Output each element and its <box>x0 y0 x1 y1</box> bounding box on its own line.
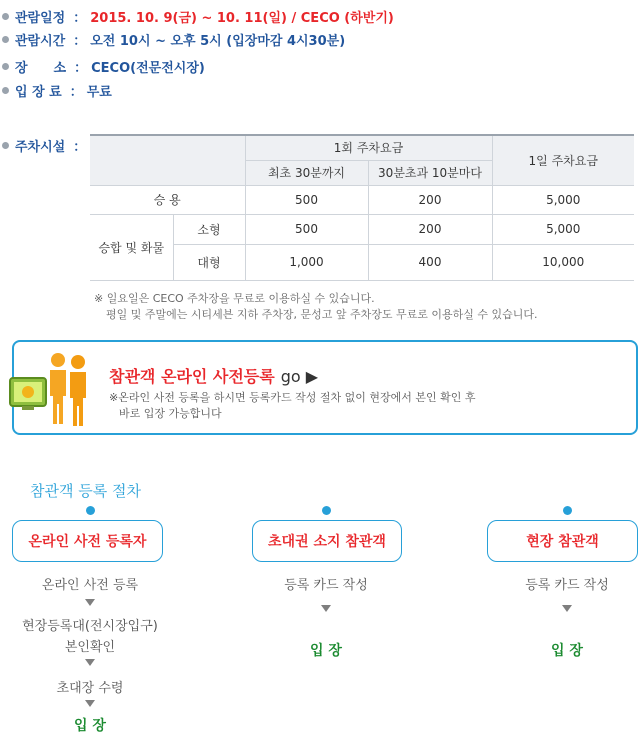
banner-go-link[interactable]: go ▶ <box>280 367 319 386</box>
fee-label: 입 장 료 <box>15 84 62 100</box>
onsite-visitor-box: 현장 참관객 <box>487 520 638 562</box>
parking-note-1: ※ 일요일은 CECO 주차장을 무료로 이용하실 수 있습니다. <box>94 292 375 305</box>
cell-value: 5,000 <box>492 185 634 214</box>
table-corner <box>90 135 245 185</box>
parking-sep: ： <box>73 139 87 155</box>
arrow-down-icon <box>562 605 572 612</box>
info-hours <box>0 28 345 50</box>
hours-label: 관람시간 <box>15 33 66 49</box>
procedure-title: 참관객 등록 절차 <box>30 482 141 500</box>
cell-value: 500 <box>245 185 368 214</box>
row-label-small: 소형 <box>173 214 245 244</box>
bullet-icon <box>2 13 9 20</box>
online-step-2a: 현장등록대(전시장입구) <box>22 619 158 634</box>
bullet-icon <box>2 87 9 94</box>
header-per-10min: 30분초과 10분마다 <box>368 160 492 185</box>
invitation-holder-box: 초대권 소지 참관객 <box>252 520 402 562</box>
place-label: 장 소 <box>15 60 67 76</box>
cell-value: 200 <box>368 185 492 214</box>
step-dot-icon <box>86 506 95 515</box>
cell-value: 400 <box>368 244 492 280</box>
cell-value: 500 <box>245 214 368 244</box>
visitors-illustration-icon <box>8 350 94 428</box>
arrow-down-icon <box>85 659 95 666</box>
arrow-down-icon <box>321 605 331 612</box>
online-step-1: 온라인 사전 등록 <box>41 578 139 593</box>
step-dot-icon <box>322 506 331 515</box>
row-label-truck: 승합 및 화물 <box>90 214 173 280</box>
online-final-enter: 입 장 <box>74 718 106 734</box>
online-registrant-box: 온라인 사전 등록자 <box>12 520 163 562</box>
arrow-down-icon <box>85 700 95 707</box>
banner-desc-line2: 바로 입장 가능합니다 <box>119 407 222 420</box>
onsite-final-enter: 입 장 <box>551 643 583 659</box>
banner-title[interactable] <box>109 364 318 387</box>
table-row <box>90 185 634 214</box>
info-fee <box>0 79 112 101</box>
bullet-icon <box>2 36 9 43</box>
parking-note-2: 평일 및 주말에는 시티세븐 지하 주차장, 문성고 앞 주차장도 무료로 이용하실 수 있습니다. <box>106 308 538 321</box>
banner-title-text[interactable]: 참관객 온라인 사전등록 <box>109 367 275 386</box>
row-label-car: 승 용 <box>90 185 245 214</box>
info-place <box>0 55 205 77</box>
online-step-3: 초대장 수령 <box>56 681 124 696</box>
onsite-step-1: 등록 카드 작성 <box>525 578 609 593</box>
banner-description <box>109 390 475 422</box>
info-schedule <box>0 5 394 27</box>
header-first-30min: 최초 30분까지 <box>245 160 368 185</box>
invite-final-enter: 입 장 <box>310 643 342 659</box>
cell-value: 10,000 <box>492 244 634 280</box>
header-daily-fee: 1일 주차요금 <box>492 135 634 185</box>
invite-step-1: 등록 카드 작성 <box>284 578 368 593</box>
table-row <box>90 214 634 244</box>
bullet-icon <box>2 63 9 70</box>
schedule-value: 2015. 10. 9(금) ~ 10. 11(일) / CECO (하반기) <box>90 10 394 26</box>
schedule-label: 관람일정 <box>15 10 66 26</box>
cell-value: 1,000 <box>245 244 368 280</box>
schedule-sep: ： <box>73 10 87 26</box>
fee-sep: ： <box>69 84 83 100</box>
cell-value: 200 <box>368 214 492 244</box>
row-label-large: 대형 <box>173 244 245 280</box>
online-step-2b: 본인확인 <box>64 640 116 655</box>
header-one-time-fee: 1회 주차요금 <box>245 135 492 160</box>
place-sep: ： <box>74 60 88 76</box>
fee-value: 무료 <box>86 84 112 100</box>
parking-fee-table <box>90 134 634 281</box>
hours-value: 오전 10시 ~ 오후 5시 (입장마감 4시30분) <box>90 33 346 49</box>
online-registration-banner[interactable] <box>12 340 638 435</box>
arrow-down-icon <box>85 599 95 606</box>
bullet-icon <box>2 142 9 149</box>
parking-label: 주차시설 <box>15 139 66 155</box>
banner-desc-line1: ※온라인 사전 등록을 하시면 등록카드 작성 절차 없이 현장에서 본인 확인 후 <box>109 391 476 404</box>
hours-sep: ： <box>73 33 87 49</box>
step-dot-icon <box>563 506 572 515</box>
info-parking <box>0 134 86 156</box>
cell-value: 5,000 <box>492 214 634 244</box>
place-value: CECO(전문전시장) <box>91 60 205 76</box>
